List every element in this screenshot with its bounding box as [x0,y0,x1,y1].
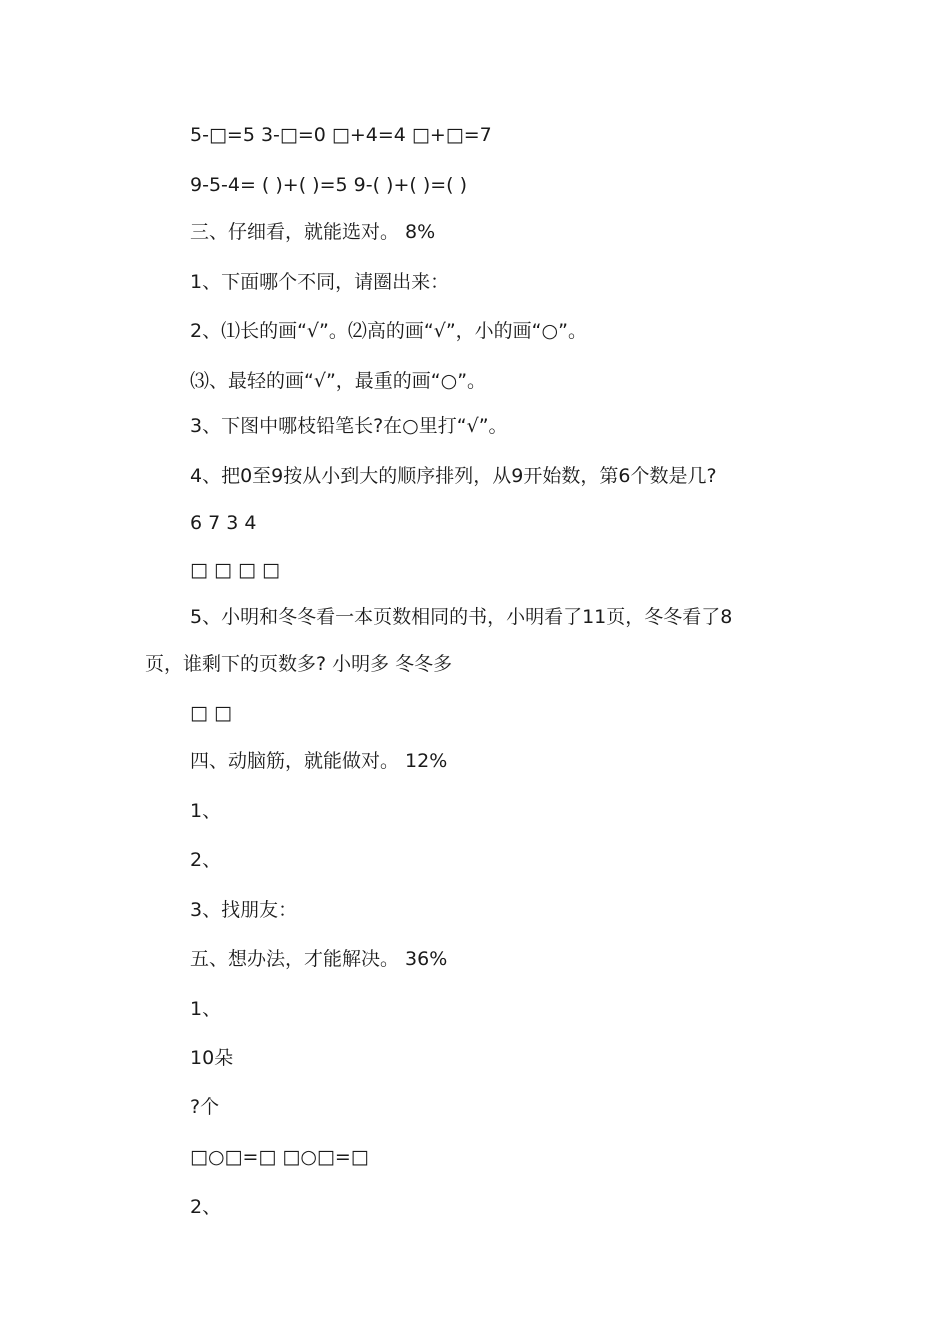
answer-boxes-2: □ □ [190,702,232,724]
answer-boxes-4: □ □ □ □ [190,559,280,581]
flower-count: 10朵 [190,1047,234,1069]
equation-row-2: 9-5-4= ( )+( )=5 9-( )+( )=( ) [190,174,468,196]
question-4-3: 3、找朋友： [190,899,298,921]
question-5-1: 1、 [190,998,222,1020]
unknown-count: ?个 [190,1096,220,1118]
question-3-2: 2、⑴长的画“√”。⑵高的画“√”，小的画“○”。 [190,320,587,342]
question-4-1: 1、 [190,800,222,822]
question-5-2: 2、 [190,1196,222,1218]
section-4-heading: 四、动脑筋，就能做对。 12% [190,750,448,772]
section-3-heading: 三、仔细看，就能选对。 8% [190,221,436,243]
question-4-2: 2、 [190,849,222,871]
equation-row-1: 5-□=5 3-□=0 □+4=4 □+□=7 [190,124,492,146]
equation-boxes: □○□=□ □○□=□ [190,1146,369,1168]
question-3-5: 5、小明和冬冬看一本页数相同的书，小明看了11页，冬冬看了8 [190,606,733,628]
question-3-3: 3、下图中哪枝铅笔长?在○里打“√”。 [190,415,508,437]
question-3-5-continued: 页，谁剩下的页数多? 小明多 冬冬多 [145,653,453,675]
number-sequence: 6 7 3 4 [190,512,257,534]
question-3-4: 4、把0至9按从小到大的顺序排列，从9开始数，第6个数是几? [190,465,717,487]
question-3-1: 1、下面哪个不同，请圈出来： [190,271,450,293]
question-3-2-part-3: ⑶、最轻的画“√”，最重的画“○”。 [190,370,487,392]
section-5-heading: 五、想办法，才能解决。 36% [190,948,448,970]
